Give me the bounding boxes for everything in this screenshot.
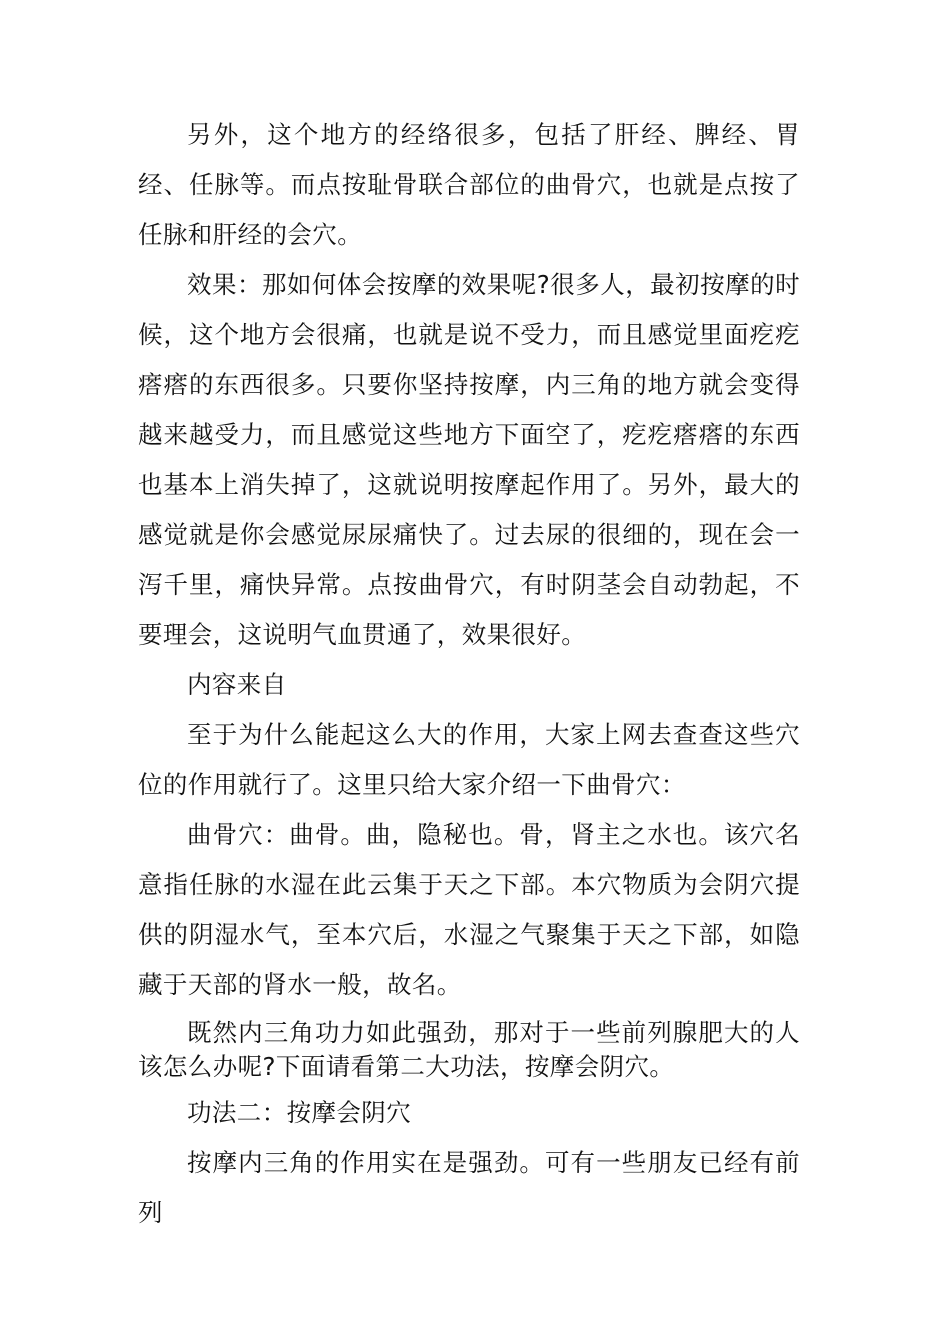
- paragraph-prostate: 既然内三角功力如此强劲，那对于一些前列腺肥大的人该怎么办呢?下面请看第二大功法，按摩会阴穴。: [138, 1018, 800, 1081]
- section-heading-method-two: 功法二：按摩会阴穴: [187, 1098, 412, 1127]
- paragraph-method-two: 按摩内三角的作用实在是强劲。可有一些朋友已经有前列: [138, 1148, 800, 1227]
- paragraph-why-effective: 至于为什么能起这么大的作用，大家上网去查查这些穴位的作用就行了。这里只给大家介绍一下曲骨穴：: [138, 720, 800, 799]
- paragraph-meridians: 另外，这个地方的经络很多，包括了肝经、脾经、胃经、任脉等。而点按耻骨联合部位的曲骨穴，也就是点按了任脉和肝经的会穴。: [138, 120, 800, 249]
- document-page: [138, 110, 800, 1238]
- paragraph-qugu-point: 曲骨穴：曲骨。曲，隐秘也。骨，肾主之水也。该穴名意指任脉的水湿在此云集于天之下部。本穴物质为会阴穴提供的阴湿水气，至本穴后，水湿之气聚集于天之下部，如隐藏于天部的肾水一般，故名。: [138, 820, 800, 999]
- paragraph-effects: 效果：那如何体会按摩的效果呢?很多人，最初按摩的时候，这个地方会很痛，也就是说不受力，而且感觉里面疙疙瘩瘩的东西很多。只要你坚持按摩，内三角的地方就会变得越来越受力，而且感觉这些地方下面空了，疙疙瘩瘩的东西也基本上消失掉了，这就说明按摩起作用了。另外，最大的感觉就是你会感觉尿尿痛快了。过去尿的很细的，现在会一泻千里，痛快异常。点按曲骨穴，有时阴茎会自动勃起，不要理会，这说明气血贯通了，效果很好。: [138, 270, 800, 649]
- paragraph-source: 内容来自: [187, 670, 287, 699]
